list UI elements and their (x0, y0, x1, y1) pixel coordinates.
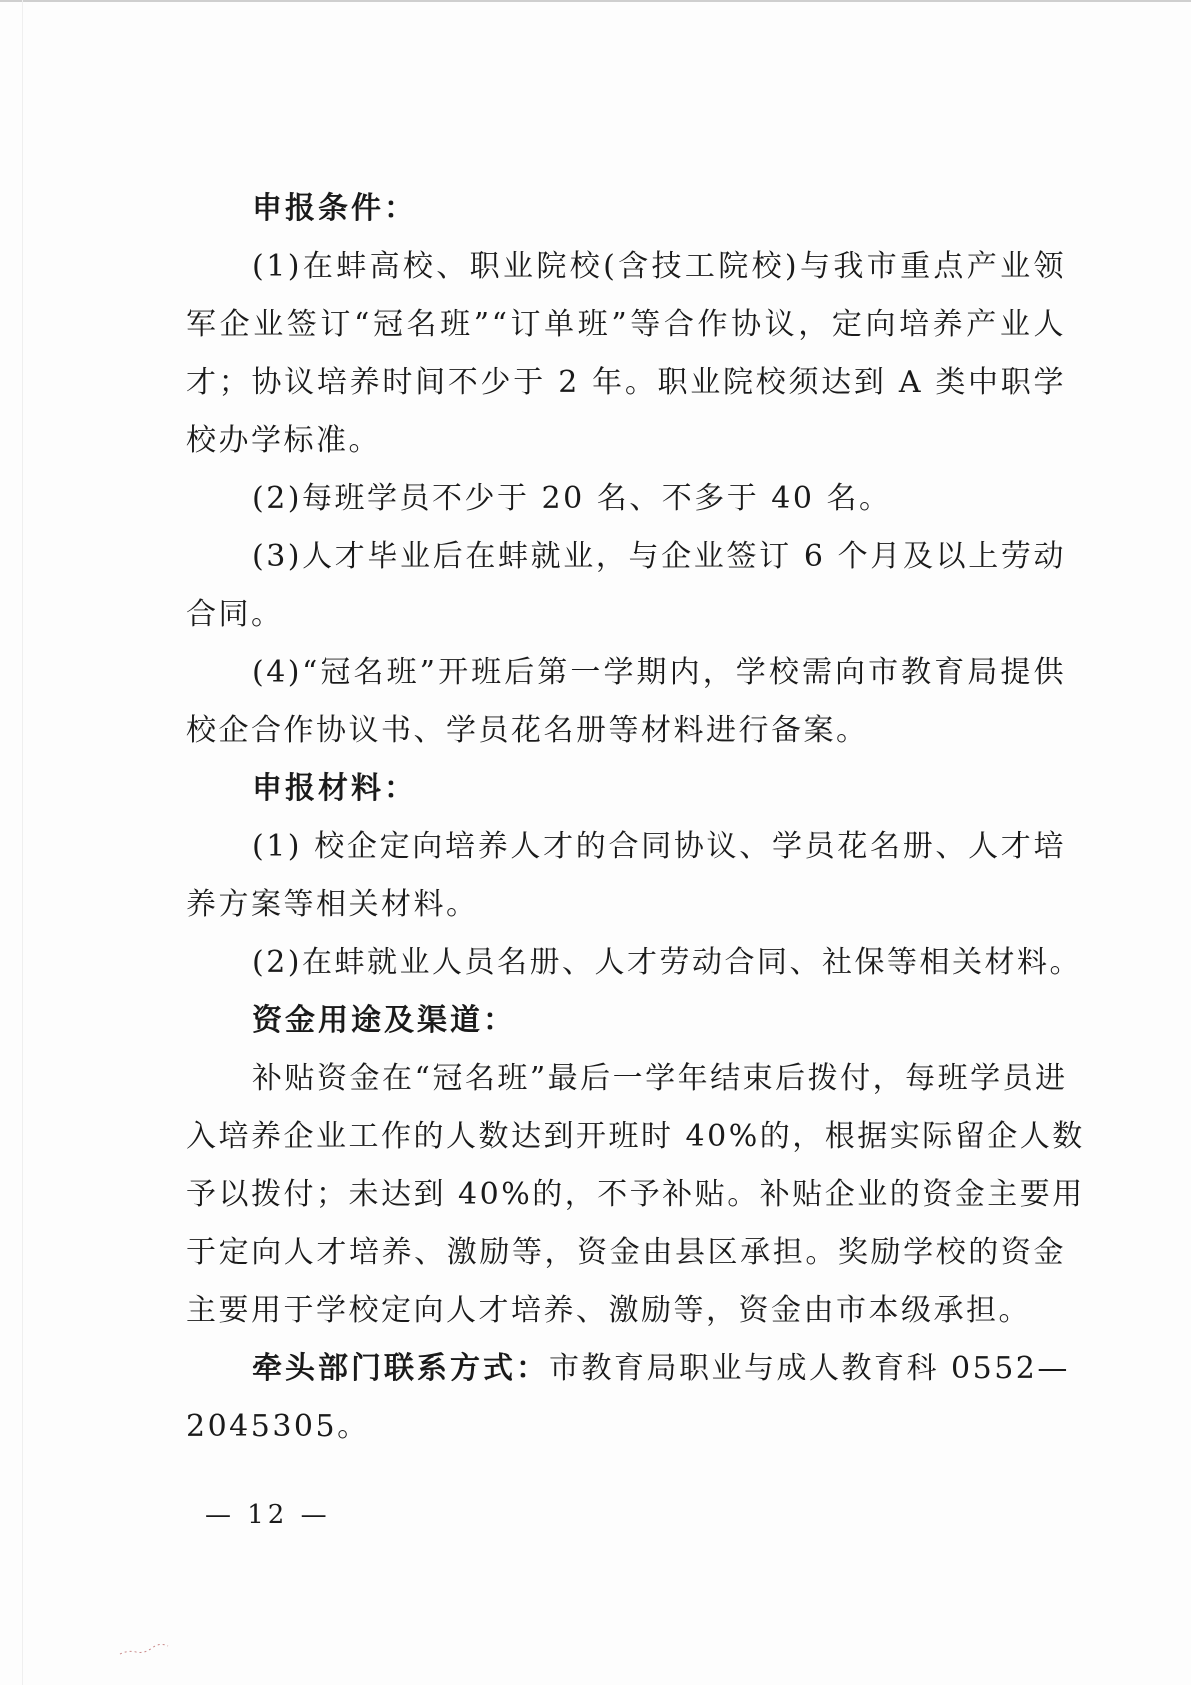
section-heading-conditions: 申报条件： (252, 191, 417, 226)
contact-line (186, 1340, 1070, 1398)
paragraph-line: 军企业签订“冠名班”“订单班”等合作协议，定向培养产业人 (186, 307, 1066, 342)
paragraph-line: 入培养企业工作的人数达到开班时 40%的，根据实际留企人数 (186, 1119, 1085, 1154)
paragraph-line: (1)在蚌高校、职业院校(含技工院校)与我市重点产业领 (252, 249, 1066, 284)
paragraph-line: 合同。 (186, 597, 284, 632)
paragraph-line: 补贴资金在“冠名班”最后一学年结束后拨付，每班学员进 (252, 1061, 1068, 1096)
paragraph-line: (3)人才毕业后在蚌就业，与企业签订 6 个月及以上劳动 (252, 539, 1066, 574)
contact-line-continued: 2045305。 (186, 1409, 370, 1444)
section-heading-funding: 资金用途及渠道： (252, 1003, 516, 1038)
paragraph-line: (2)每班学员不少于 20 名、不多于 40 名。 (252, 481, 892, 516)
paragraph-line: (2)在蚌就业人员名册、人才劳动合同、社保等相关材料。 (252, 945, 1082, 980)
contact-text: 市教育局职业与成人教育科 0552— (549, 1351, 1070, 1386)
paragraph-line: 校办学标准。 (186, 423, 381, 458)
contact-label: 牵头部门联系方式： (252, 1351, 549, 1386)
scan-mark (118, 1640, 178, 1660)
paragraph-line: (1) 校企定向培养人才的合同协议、学员花名册、人才培 (252, 829, 1066, 864)
section-heading-materials: 申报材料： (252, 771, 417, 806)
document-body (186, 180, 1085, 1456)
scan-edge (0, 0, 1191, 2)
paragraph-line: 予以拨付；未达到 40%的，不予补贴。补贴企业的资金主要用 (186, 1177, 1085, 1212)
paragraph-line: 主要用于学校定向人才培养、激励等，资金由市本级承担。 (186, 1293, 1031, 1328)
paragraph-line: 养方案等相关材料。 (186, 887, 479, 922)
paragraph-line: 校企合作协议书、学员花名册等材料进行备案。 (186, 713, 869, 748)
paragraph-line: (4)“冠名班”开班后第一学期内，学校需向市教育局提供 (252, 655, 1066, 690)
page-number: — 12 — (205, 1500, 331, 1530)
scan-edge (22, 0, 23, 1685)
paragraph-line: 才；协议培养时间不少于 2 年。职业院校须达到 A 类中职学 (186, 365, 1066, 400)
paragraph-line: 于定向人才培养、激励等，资金由县区承担。奖励学校的资金 (186, 1235, 1066, 1270)
